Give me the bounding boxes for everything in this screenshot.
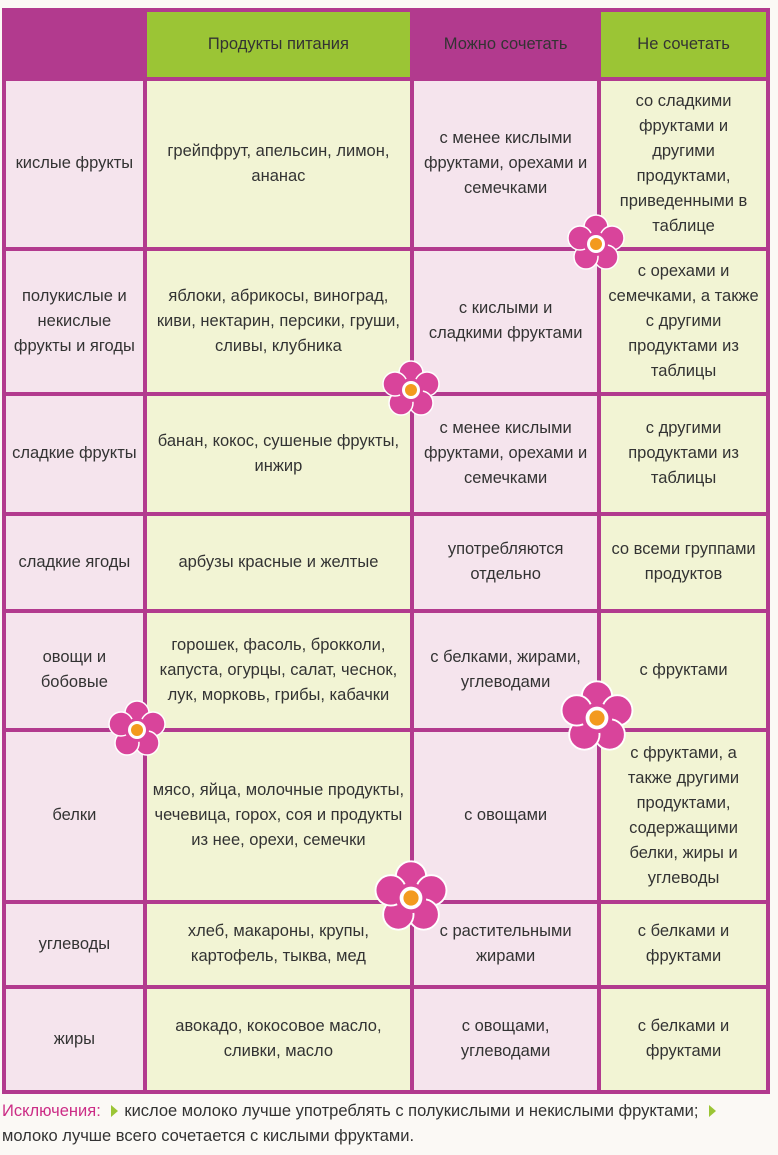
row-can-combine: употребляются отдельно <box>414 516 597 609</box>
row-cannot-combine: со сладкими фруктами и другими продуктами, приведенными в таблице <box>601 81 766 247</box>
row-cannot-combine: с фруктами <box>601 613 766 728</box>
row-can-combine: с менее кислыми фруктами, орехами и семечками <box>414 396 597 511</box>
table-row <box>6 989 766 1090</box>
table-row <box>6 516 766 609</box>
row-products: мясо, яйца, молочные продукты, чечевица, горох, соя и продукты из нее, орехи, семечки <box>147 732 410 900</box>
row-cannot-combine: с белками и фруктами <box>601 904 766 985</box>
row-category: сладкие фрукты <box>6 396 143 511</box>
row-products: горошек, фасоль, брокколи, капуста, огурцы, салат, чеснок, лук, морковь, грибы, кабачки <box>147 613 410 728</box>
flower-icon <box>566 214 626 274</box>
row-cannot-combine: с фруктами, а также другими продуктами, содержащими белки, жиры и углеводы <box>601 732 766 900</box>
row-cannot-combine: с другими продуктами из таблицы <box>601 396 766 511</box>
row-category: жиры <box>6 989 143 1090</box>
flower-icon <box>381 360 441 420</box>
header-products: Продукты питания <box>147 12 410 77</box>
row-can-combine: с белками, жирами, углеводами <box>414 613 597 728</box>
row-can-combine: с овощами <box>414 732 597 900</box>
row-can-combine: с менее кислыми фруктами, орехами и семечками <box>414 81 597 247</box>
row-products: арбузы красные и желтые <box>147 516 410 609</box>
header-cannot-combine: Не сочетать <box>601 12 766 77</box>
row-can-combine: с растительными жирами <box>414 904 597 985</box>
arrow-bullet-icon <box>111 1105 118 1117</box>
row-can-combine: с овощами, углеводами <box>414 989 597 1090</box>
row-products: банан, кокос, сушеные фрукты, инжир <box>147 396 410 511</box>
row-category: полукислые и некислые фрукты и ягоды <box>6 251 143 393</box>
arrow-bullet-icon <box>709 1105 716 1117</box>
row-products: грейпфрут, апельсин, лимон, ананас <box>147 81 410 247</box>
flower-icon <box>107 700 167 760</box>
row-cannot-combine: с белками и фруктами <box>601 989 766 1090</box>
row-category: сладкие ягоды <box>6 516 143 609</box>
header-can-combine: Можно сочетать <box>414 12 597 77</box>
flower-icon <box>559 680 635 756</box>
table-header-row <box>6 12 766 77</box>
row-category: белки <box>6 732 143 900</box>
header-corner <box>6 12 143 77</box>
row-products: авокадо, кокосовое масло, сливки, масло <box>147 989 410 1090</box>
row-cannot-combine: со всеми группами продуктов <box>601 516 766 609</box>
exception-note-1: кислое молоко лучше употреблять с полукислыми и некислыми фруктами; <box>124 1102 699 1120</box>
exceptions-label: Исключения: <box>2 1102 101 1120</box>
row-can-combine: с кислыми и сладкими фруктами <box>414 251 597 393</box>
row-products: хлеб, макароны, крупы, картофель, тыква, мед <box>147 904 410 985</box>
row-category: кислые фрукты <box>6 81 143 247</box>
exceptions-note <box>2 1099 772 1149</box>
row-products: яблоки, абрикосы, виноград, киви, нектарин, персики, груши, сливы, клубника <box>147 251 410 393</box>
row-category: углеводы <box>6 904 143 985</box>
exception-note-2: молоко лучше всего сочетается с кислыми фруктами. <box>2 1127 415 1145</box>
flower-icon <box>373 860 449 936</box>
row-category: овощи и бобовые <box>6 613 143 728</box>
table-row <box>6 81 766 247</box>
row-cannot-combine: с орехами и семечками, а также с другими продуктами из таблицы <box>601 251 766 393</box>
